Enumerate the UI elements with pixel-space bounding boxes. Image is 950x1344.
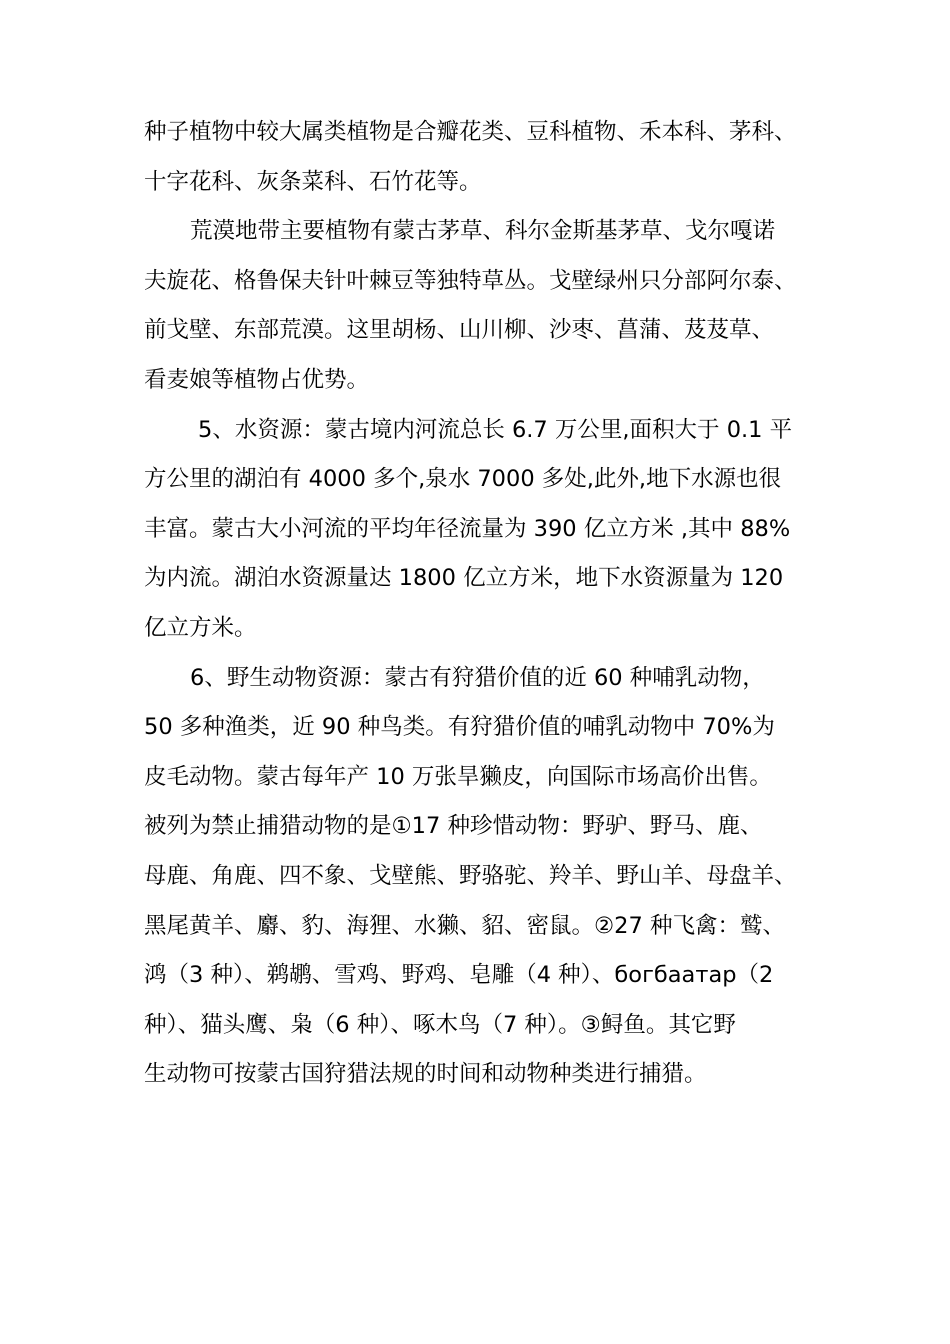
paragraph-plant-genera: [144, 108, 816, 207]
text-line: 鸿（3 种）、鹈鹕、雪鸡、野鸡、皂雕（4 种）、богбаатар（2: [144, 962, 774, 989]
paragraph-water-resources: [144, 406, 816, 654]
text-line: 被列为禁止捕猎动物的是①17 种珍惜动物：野驴、野马、鹿、: [144, 813, 763, 840]
text-line: 5、水资源：蒙古境内河流总长 6.7 万公里,面积大于 0.1 平: [198, 416, 793, 443]
paragraph-desert-plants: [144, 207, 816, 405]
text-line: 看麦娘等植物占优势。: [144, 366, 370, 393]
text-line: 种）、猫头鹰、枭（6 种）、啄木鸟（7 种）。③鲟鱼。其它野: [144, 1011, 736, 1038]
text-line: 黑尾黄羊、麝、豹、海狸、水獭、貂、密鼠。②27 种飞禽：鹫、: [144, 912, 785, 939]
text-line: 亿立方米。: [144, 614, 257, 641]
paragraph-wildlife-resources: [144, 654, 816, 1100]
text-line: 6、野生动物资源：蒙古有狩猎价值的近 60 种哺乳动物，: [190, 664, 765, 691]
text-line: 夫旋花、格鲁保夫针叶棘豆等独特草丛。戈壁绿州只分部阿尔泰、: [144, 267, 797, 294]
text-line: 荒漠地带主要植物有蒙古茅草、科尔金斯基茅草、戈尔嘎诺: [190, 218, 776, 245]
text-line: 种子植物中较大属类植物是合瓣花类、豆科植物、禾本科、茅科、: [144, 119, 797, 145]
text-line: 皮毛动物。蒙古每年产 10 万张旱獭皮，向国际市场高价出售。: [144, 763, 772, 790]
text-line: 50 多种渔类，近 90 种鸟类。有狩猎价值的哺乳动物中 70%为: [144, 714, 775, 741]
text-line: 前戈壁、东部荒漠。这里胡杨、山川柳、沙枣、菖蒲、芨芨草、: [144, 317, 775, 344]
text-line: 方公里的湖泊有 4000 多个,泉水 7000 多处,此外,地下水源也很: [144, 466, 782, 493]
text-line: 生动物可按蒙古国狩猎法规的时间和动物种类进行捕猎。: [144, 1061, 707, 1088]
text-line: 母鹿、角鹿、四不象、戈壁熊、野骆驼、羚羊、野山羊、母盘羊、: [144, 862, 797, 889]
text-line: 丰富。蒙古大小河流的平均年径流量为 390 亿立方米 ,其中 88%: [144, 515, 791, 542]
body-text: [144, 108, 816, 1100]
text-line: 为内流。湖泊水资源量达 1800 亿立方米，地下水资源量为 120: [144, 565, 784, 592]
text-line: 十字花科、灰条菜科、石竹花等。: [144, 168, 482, 195]
